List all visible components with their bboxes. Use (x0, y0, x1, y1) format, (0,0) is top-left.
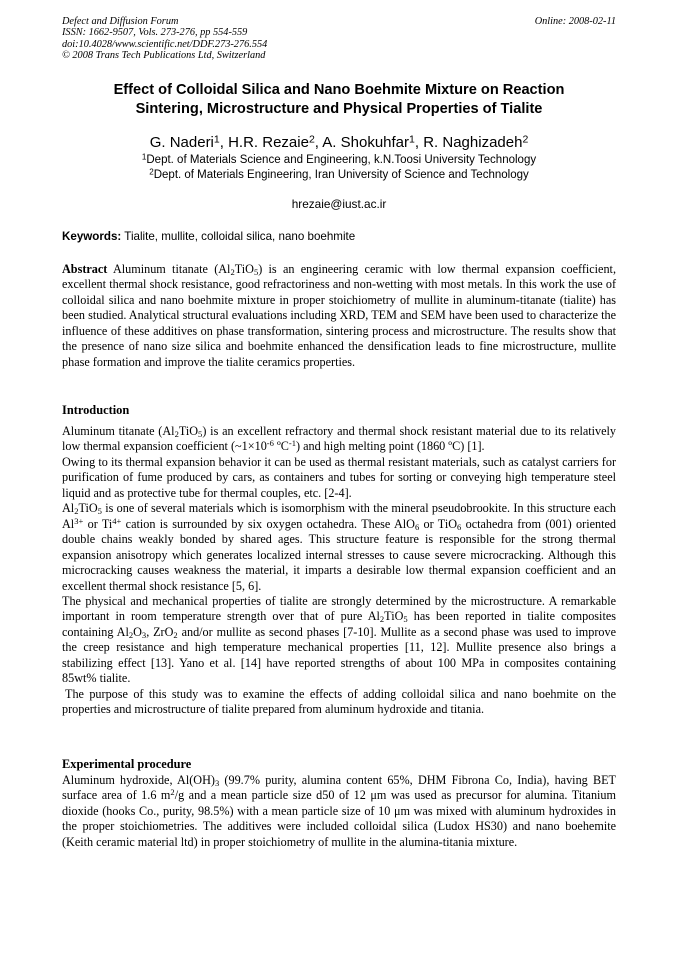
online-date: Online: 2008-02-11 (534, 16, 616, 27)
title-line-2: Sintering, Microstructure and Physical Properties of Tialite (135, 101, 543, 117)
affil-mark: 1 (141, 152, 147, 162)
intro-paragraph (62, 594, 616, 687)
paper-title (62, 81, 616, 119)
text-run: O (133, 624, 142, 639)
experimental-body (62, 773, 616, 850)
subscript: 5 (253, 267, 259, 278)
text-run: TiO (78, 501, 98, 516)
subscript: 6 (414, 521, 420, 532)
affil-text: Dept. of Materials Engineering, Iran University of Science and Technology (153, 169, 529, 181)
text-run: Aluminum hydroxide, Al(OH) (62, 773, 215, 787)
subscript: 5 (198, 429, 203, 440)
text-run: Al (62, 501, 75, 516)
subscript: 2 (230, 267, 235, 278)
subscript: 2 (174, 429, 179, 440)
affiliation-1 (62, 153, 616, 167)
subscript: 2 (74, 506, 79, 517)
author-affil-mark: 1 (409, 133, 415, 146)
journal-header (62, 16, 616, 61)
affiliation-2 (62, 168, 616, 182)
text-run: octahedra from (001) oriented double chains weakly bonded by shared ages. This structure feature is responsible for the strong thermal expansion anisotropy which generates localized internal stresses to cause severe microcracking. Although this microcracking causes weakness the material, it imparts a desirable low thermal expansion coefficient and an excellent thermal shock resistance [5, 6]. (62, 516, 616, 593)
intro-paragraph (62, 424, 616, 455)
journal-name: Defect and Diffusion Forum (62, 16, 179, 27)
keywords-label: Keywords: (62, 230, 122, 243)
subscript: 6 (457, 521, 462, 532)
keywords-text: Tialite, mullite, colloidal silica, nano boehmite (121, 230, 356, 243)
abstract-text: TiO (234, 262, 254, 276)
superscript: 3+ (74, 515, 84, 526)
abstract-text: Aluminum titanate (Al (107, 262, 231, 276)
author-list (62, 134, 616, 152)
experimental-paragraph (62, 773, 616, 850)
text-run: and/or mullite as second phases [7-10]. Mullite as a second phase was used to improve the creep resistance and high temperature mechanical properties [11, 12]. Mullite presence also brings a stabilizing effect [13]. Yano et al. [14] have reported strengths of about 100 MPa in composites containing 85wt% tialite. (62, 624, 616, 686)
title-line-1: Effect of Colloidal Silica and Nano Boehmite Mixture on Reaction (113, 82, 565, 98)
subscript: 5 (97, 506, 102, 517)
intro-paragraph (62, 501, 616, 594)
subscript: 3 (141, 630, 147, 641)
subscript: 2 (128, 630, 134, 641)
superscript: -6 (266, 438, 274, 449)
text-run: or TiO (419, 516, 458, 531)
text-run: ) is an excellent refractory and thermal shock resistant material due to its relatively low thermal expansion coefficient (~1×10 (62, 424, 616, 454)
subscript: 5 (403, 614, 408, 625)
contact-email: hrezaie@iust.ac.ir (291, 197, 387, 211)
abstract-label: Abstract (62, 262, 108, 276)
text-run: , ZrO (146, 624, 174, 639)
section-heading-introduction: Introduction (62, 403, 130, 417)
subscript: 3 (214, 778, 220, 789)
text-run: Aluminum titanate (Al (62, 424, 175, 438)
subscript: 2 (379, 614, 385, 625)
intro-paragraph: Owing to its thermal expansion behavior it can be used as thermal resistant materials, such as catalyst carriers for purification of fume produced by cars, as containers and tubes for sorting or conveying high temperature steel liquid and as protective tube for thermal couples, etc. [2-4]. (62, 454, 616, 500)
text-run: cation is surrounded by six oxygen octahedra. These AlO (121, 516, 415, 531)
superscript: 4+ (112, 515, 122, 526)
superscript: 2 (170, 787, 175, 798)
superscript: -1 (288, 438, 296, 449)
text-run: The physical and mechanical properties of tialite are strongly determined by the microstructure. A remarkable important in room temperature strength over that of pure Al (62, 593, 616, 624)
text-run: (99.7% purity, alumina content 65%, DHM Fibrona Co, India), having BET surface area of 1.6 m (62, 773, 616, 803)
issn-line: ISSN: 1662-9507, Vols. 273-276, pp 554-559 (62, 27, 248, 39)
copyright-line: © 2008 Trans Tech Publications Ltd, Switzerland (62, 49, 266, 61)
text-run: TiO (178, 424, 199, 438)
subscript: 2 (173, 630, 178, 641)
text-run: has been reported in tialite composites containing Al (62, 609, 616, 639)
author-name: , R. Naghizadeh (414, 134, 523, 151)
author-name: , A. Shokuhfar (314, 134, 410, 151)
abstract-paragraph (62, 262, 616, 370)
author-affil-mark: 1 (213, 133, 220, 146)
text-run: ) and high melting point (1860 ºC) [1]. (295, 439, 485, 454)
text-run: or Ti (83, 516, 113, 531)
intro-paragraph: The purpose of this study was to examine the effects of adding colloidal silica and nano boehmite on the properties and microstructure of tialite prepared from aluminum hydroxide and titania. (62, 686, 616, 717)
text-run: ºC (273, 439, 289, 454)
author-name: G. Naderi (149, 134, 214, 151)
text-run: is one of several materials which is isomorphism with the mineral pseudobrookite. In this structure each Al (62, 501, 616, 531)
affil-text: Dept. of Materials Science and Engineering, k.N.Toosi University Technology (146, 154, 537, 166)
affil-mark: 2 (149, 167, 154, 177)
introduction-body (62, 424, 616, 718)
doi-line: doi:10.4028/www.scientific.net/DDF.273-276.554 (62, 38, 268, 50)
abstract-text: ) is an engineering ceramic with low thermal expansion coefficient, excellent thermal shock resistance, good refractoriness and non-wetting with most metals. In this work the use of colloidal silica and nano boehmite mixture in proper stoichiometry of mullite in aluminum-titanate (tialite) has been studied. Analytical structural evaluations including XRD, TEM and SEM have been used to characterize the influence of these additives on phase transformation, sintering process and microstructure. The results show that the presence of nano size silica and boehmite enhanced the densification leads to fine microstructure, mullite phase formation and improve the tialite ceramics properties. (62, 262, 616, 369)
author-affil-mark: 2 (522, 133, 529, 146)
section-heading-experimental: Experimental procedure (62, 757, 192, 771)
keywords-line (62, 230, 622, 244)
author-name: , H.R. Rezaie (219, 134, 309, 151)
text-run: /g and a mean particle size d50 of 12 μm was used as precursor for alumina. Titanium dioxide (hooks Co., purity, 98.5%) with a mean particle size of 10 μm was mixed with aluminum hydroxides in the proper stoichiometries. The additives were included colloidal silica (Ludox HS30) and nano boehemite (Keith ceramic material ltd) in proper stoichiometry of mullite in the alumina-titania mixture. (62, 788, 616, 849)
text-run: TiO (384, 609, 404, 624)
author-affil-mark: 2 (308, 133, 315, 146)
